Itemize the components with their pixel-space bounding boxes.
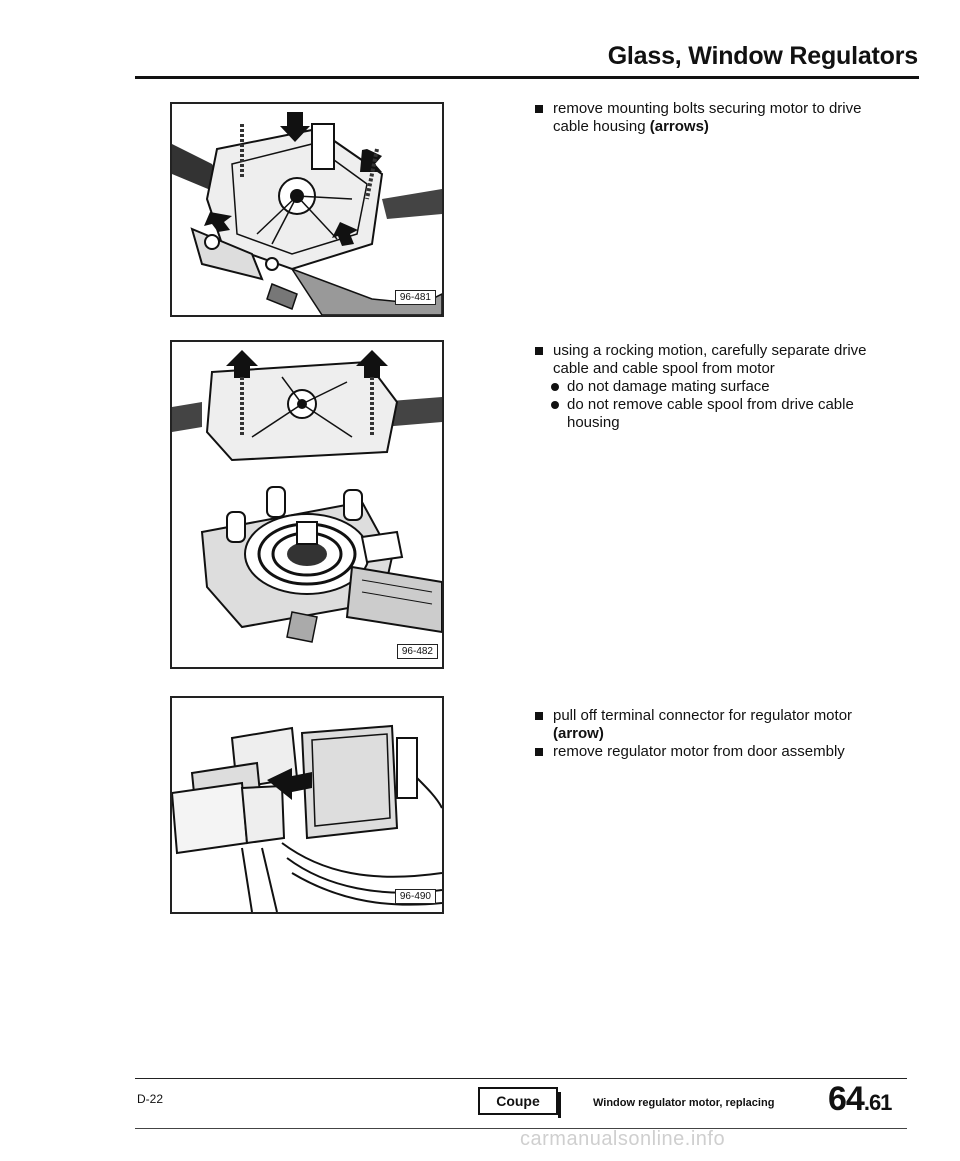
figure-terminal-connector: [170, 696, 444, 914]
substep-text: do not damage mating surface: [567, 378, 770, 395]
step-text: pull off terminal connector for regulator motor: [553, 707, 853, 724]
step-emphasis: (arrows): [649, 118, 709, 135]
figure-cable-spool-separation: [170, 340, 444, 669]
arrow-icon: [360, 149, 382, 172]
footer-description: Window regulator motor, replacing: [593, 1097, 775, 1109]
footer-rule: [135, 1078, 907, 1079]
section-number: [828, 1080, 891, 1119]
step-text: using a rocking motion, carefully separate drive cable and cable spool from motor: [553, 342, 867, 377]
figure-label: 96-481: [395, 290, 436, 305]
section-major: 64: [828, 1080, 864, 1118]
step-text: remove mounting bolts securing motor to drive cable housing: [553, 100, 862, 135]
page-code: D-22: [137, 1092, 164, 1106]
cable-spool-illustration: [172, 342, 442, 667]
instruction-block-1: [535, 100, 880, 136]
terminal-connector-illustration: [172, 698, 442, 912]
figure-label: 96-482: [397, 644, 438, 659]
figure-label: 96-490: [395, 889, 436, 904]
instruction-block-3: [535, 707, 880, 761]
instruction-step: [535, 100, 880, 136]
instruction-step: [535, 743, 880, 761]
page-title: Glass, Window Regulators: [607, 42, 918, 70]
section-minor: .61: [863, 1090, 892, 1115]
instruction-step: [535, 342, 880, 378]
figure-motor-mounting-bolts: [170, 102, 444, 317]
step-text: remove regulator motor from door assembly: [553, 743, 845, 760]
instruction-substep: [535, 396, 880, 432]
substep-text: do not remove cable spool from drive cable housing: [567, 396, 854, 431]
step-emphasis: (arrow): [553, 725, 604, 742]
model-badge: Coupe: [478, 1087, 558, 1115]
instruction-substep: [535, 378, 880, 396]
motor-bolts-illustration: [172, 104, 442, 315]
watermark: carmanualsonline.info: [520, 1128, 726, 1150]
instruction-block-2: [535, 342, 880, 432]
instruction-step: [535, 707, 880, 743]
header-rule: [135, 76, 919, 79]
